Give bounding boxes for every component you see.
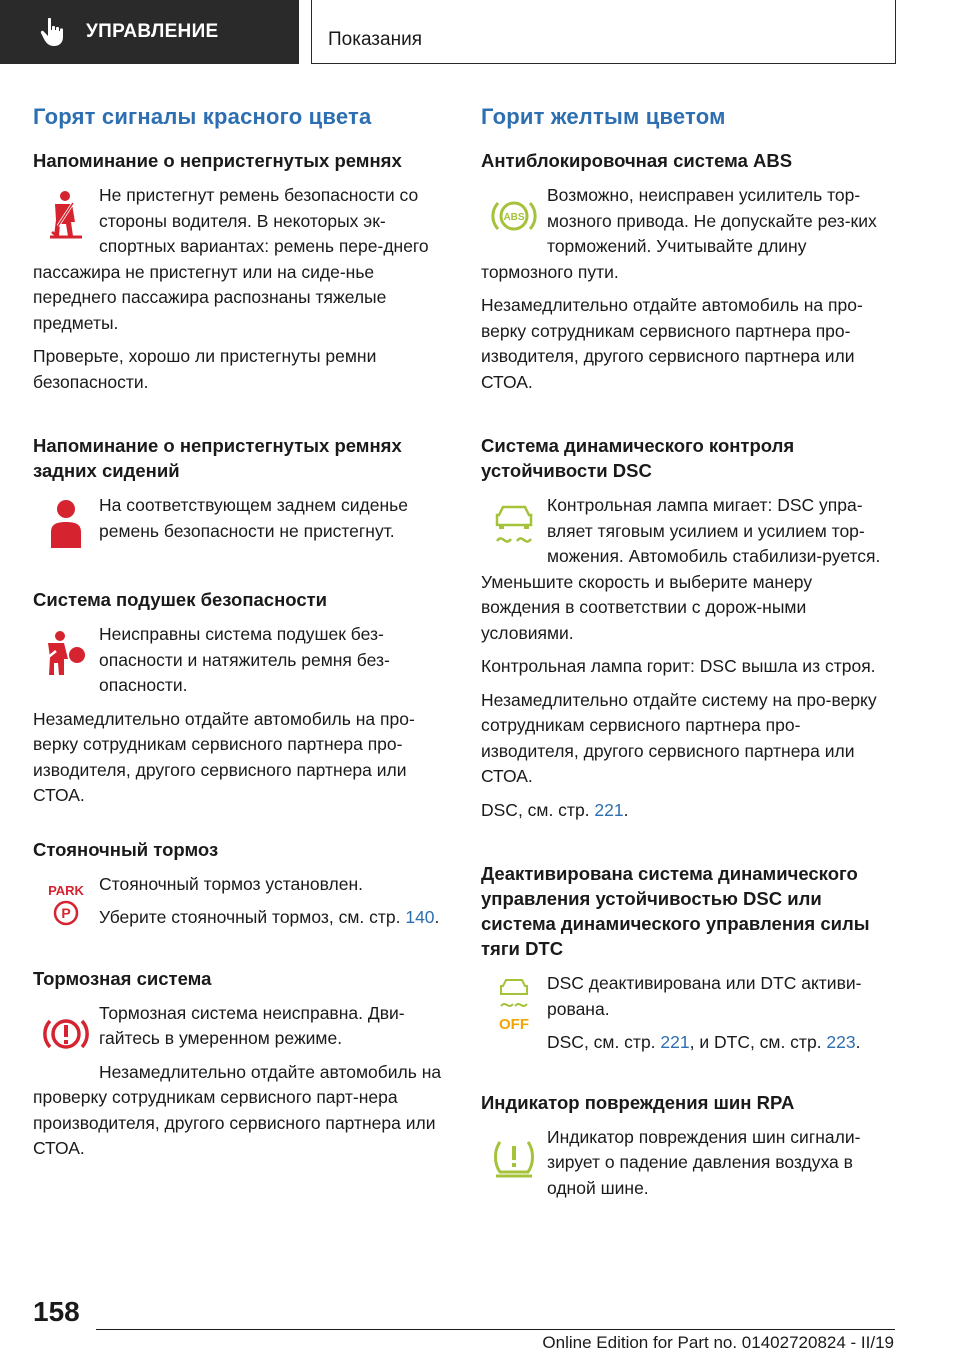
section-heading: Тормозная система xyxy=(33,967,212,989)
section-text-with-link: Уберите стояночный тормоз, см. стр. 140. xyxy=(99,907,440,927)
dsc-off-icon-label: OFF xyxy=(499,1016,529,1033)
section-text: Контрольная лампа горит: DSC вышла из строя. xyxy=(481,656,876,676)
park-brake-icon-letter: P xyxy=(61,904,71,921)
section-dsc-off xyxy=(481,861,894,1056)
section-heading: Индикатор повреждения шин RPA xyxy=(481,1091,795,1113)
section-seatbelt-rear xyxy=(33,433,445,559)
park-brake-icon xyxy=(33,872,99,938)
section-text-with-link: DSC, см. стр. 221, и DTC, см. стр. 223. xyxy=(547,1032,861,1052)
section-text: Незамедлительно отдайте систему на про-верку сотрудникам сервисного партнера про-изводителя, другого сервисного партнера или СТОА. xyxy=(481,689,877,786)
page-link-221[interactable]: 221 xyxy=(660,1032,690,1052)
section-text: На соответствующем заднем сиденье ремень безопасности не пристегнут. xyxy=(99,495,408,541)
section-text: Возможно, неисправен усилитель тор-мозного привода. Не допускайте рез-ких торможений. Учитывайте длину тормозного пути. xyxy=(481,185,877,282)
header-subsection-tab xyxy=(311,0,896,64)
header-subsection-label: Показания xyxy=(328,28,422,50)
edition-text: Online Edition for Part no. 01402720824 - II/19 xyxy=(542,1333,894,1352)
page-link-221[interactable]: 221 xyxy=(594,799,624,820)
dsc-off-icon xyxy=(481,971,547,1041)
park-brake-icon-label: PARK xyxy=(48,882,84,898)
section-text: Неисправны система подушек без-опасности и натяжитель ремня без-опасности. xyxy=(99,624,390,695)
header-section-tab xyxy=(0,0,299,64)
tire-pressure-warning-icon xyxy=(481,1125,547,1191)
section-text: Не пристегнут ремень безопасности со стороны водителя. В некоторых эк-спортных вариантах: ремень пере-днего пассажира не пристегнут или на сиде-нье переднего пассажира распознаны тяжелые предметы. xyxy=(33,185,429,333)
section-heading: Система подушек безопасности xyxy=(33,589,328,610)
section-heading: Антиблокировочная система ABS xyxy=(481,150,793,171)
section-heading: Напоминание о непристегнутых ремнях задних сидений xyxy=(33,435,402,481)
section-seatbelt-front xyxy=(33,148,445,395)
airbag-warning-icon xyxy=(33,622,99,688)
section-text: DSC деактивирована или DTC активи-рована. xyxy=(547,973,862,1019)
abs-icon-label: ABS xyxy=(503,212,525,223)
abs-warning-icon xyxy=(481,183,547,249)
section-brake-system xyxy=(33,966,445,1162)
section-text: Тормозная система неисправна. Дви-гайтесь в умеренном режиме. xyxy=(99,1002,405,1048)
right-title: Горит желтым цветом xyxy=(481,104,726,129)
section-text: Стояночный тормоз установлен. xyxy=(99,873,364,894)
footer-divider xyxy=(96,1329,895,1330)
section-heading: Напоминание о непристегнутых ремнях xyxy=(33,150,402,171)
section-text: Контрольная лампа мигает: DSC упра-вляет тяговым усилием и усилием тор-можения. Автомобиль стабилизи-руется. Уменьшите скорость и выберите манеру вождения в соответствии с дорож-ными условиями. xyxy=(481,495,881,643)
rear-seat-occupant-icon xyxy=(33,493,99,559)
brake-system-warning-icon xyxy=(33,1001,99,1067)
section-airbag xyxy=(33,587,445,809)
section-text: Незамедлительно отдайте автомобиль на проверку сотрудникам сервисного парт-нера производителя, другого сервисного партнера или СТОА. xyxy=(33,1061,442,1158)
page-link-223[interactable]: 223 xyxy=(826,1032,856,1052)
left-column xyxy=(33,96,445,1190)
dsc-car-skid-icon xyxy=(481,493,547,559)
section-text: Индикатор повреждения шин сигнали-зирует о падение давления воздуха в одной шине. xyxy=(547,1126,861,1198)
section-heading: Деактивирована система динамического управления устойчивостью DSC или система динамического управления силы тяги DTC xyxy=(481,863,870,959)
seatbelt-warning-icon xyxy=(33,183,99,249)
section-text-with-link: DSC, см. стр. 221. xyxy=(481,799,629,820)
section-rpa xyxy=(481,1090,894,1202)
section-text: Незамедлительно отдайте автомобиль на про-верку сотрудникам сервисного партнера про-изводителя, другого сервисного партнера или СТОА. xyxy=(481,295,863,392)
header-section-label: УПРАВЛЕНИЕ xyxy=(86,21,219,42)
section-text: Проверьте, хорошо ли пристегнуты ремни безопасности. xyxy=(33,346,377,392)
page-link-140[interactable]: 140 xyxy=(405,907,435,927)
section-heading: Система динамического контроля устойчивости DSC xyxy=(481,435,795,481)
section-abs xyxy=(481,148,894,395)
section-parking-brake xyxy=(33,837,445,938)
left-title: Горят сигналы красного цвета xyxy=(33,104,372,129)
section-dsc xyxy=(481,433,894,823)
right-column xyxy=(481,96,894,1229)
section-text: Незамедлительно отдайте автомобиль на про-верку сотрудникам сервисного партнера про-изводителя, другого сервисного партнера или СТОА. xyxy=(33,708,415,805)
hand-pointer-icon xyxy=(40,17,66,47)
page-number: 158 xyxy=(33,1296,80,1327)
section-heading: Стояночный тормоз xyxy=(33,838,219,860)
